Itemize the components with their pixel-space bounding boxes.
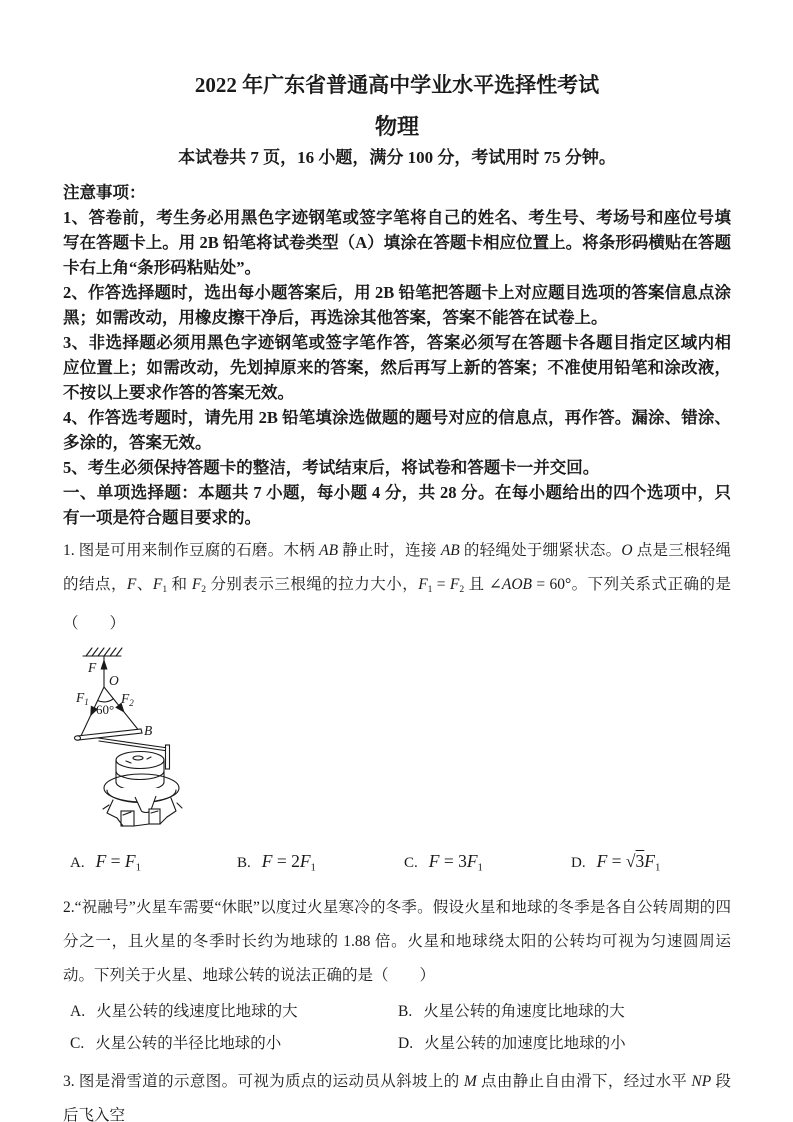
option-formula: F = F1 bbox=[95, 850, 142, 874]
option-letter: D. bbox=[571, 854, 586, 871]
option-letter: D. bbox=[398, 1035, 414, 1053]
handle-rod-top bbox=[98, 738, 168, 748]
option-text: 火星公转的加速度比地球的小 bbox=[424, 1035, 626, 1053]
notice-heading: 注意事项： bbox=[63, 183, 146, 202]
question-2 bbox=[63, 891, 731, 1057]
option-text: 火星公转的线速度比地球的大 bbox=[96, 1003, 298, 1021]
label-f: F bbox=[88, 659, 97, 675]
q2-text: 2.“祝融号”火星车需要“休眠”以度过火星寒冷的冬季。假设火星和地球的冬季是各自公转周期的四分之一，且火星的冬季时长约为地球的 1.88 倍。火星和地球绕太阳的公转均可视为匀速圆周运动。下列关于火星、地球公转的说法正确的是（ ） bbox=[63, 899, 731, 985]
option-formula: F = 2F1 bbox=[261, 850, 316, 874]
section-1-heading: 一、单项选择题：本题共 7 小题，每小题 4 分，共 28 分。在每小题给出的四个选项中，只有一项是符合题目要求的。 bbox=[63, 483, 731, 527]
basin-back-rim bbox=[104, 774, 179, 788]
notice-section bbox=[63, 180, 731, 480]
q1-option-c bbox=[404, 847, 571, 881]
label-o: O bbox=[109, 672, 119, 688]
label-f1: $F_1$ bbox=[76, 689, 89, 707]
label-angle: 60° bbox=[96, 701, 115, 717]
exam-info-line: 本试卷共 7 页，16 小题，满分 100 分，考试用时 75 分钟。 bbox=[178, 148, 616, 167]
option-letter: A. bbox=[70, 1003, 86, 1021]
q1-option-a bbox=[70, 847, 237, 881]
q1-option-b bbox=[237, 847, 404, 881]
q2-options bbox=[63, 998, 731, 1057]
q3-text: 3. 图是滑雪道的示意图。可视为质点的运动员从斜坡上的 M 点由静止自由滑下，经过水平 NP 段后飞入空 bbox=[63, 1073, 731, 1122]
label-f2: $F_2$ bbox=[121, 690, 134, 708]
notice-item-3: 3、非选择题必须用黑色字迹钢笔或签字笔作答，答案必须写在答题卡各题目指定区域内相应位置上；如需改动，先划掉原来的答案，然后再写上新的答案；不准使用铅笔和涂改液，不按以上要求作答的答案无效。 bbox=[63, 333, 731, 402]
ceiling-hatch bbox=[86, 648, 122, 656]
q1-option-d bbox=[571, 847, 731, 881]
notice-item-1: 1、答卷前，考生务必用黑色字迹钢笔或签字笔将自己的姓名、考生号、考场号和座位号填写在答题卡上。用 2B 铅笔将试卷类型（A）填涂在答题卡相应位置上。将条形码横贴在答题卡右上角“条形码粘贴处”。 bbox=[63, 208, 731, 277]
option-text: 火星公转的半径比地球的小 bbox=[95, 1035, 282, 1053]
option-text: 火星公转的角速度比地球的大 bbox=[423, 1003, 625, 1021]
option-letter: B. bbox=[398, 1003, 413, 1021]
option-letter: A. bbox=[70, 854, 85, 871]
question-3 bbox=[63, 1065, 731, 1122]
question-1 bbox=[63, 534, 731, 881]
notice-item-2: 2、作答选择题时，选出每小题答案后，用 2B 铅笔把答题卡上对应题目选项的答案信息点涂黑；如需改动，用橡皮擦干净后，再选涂其他答案，答案不能答在试卷上。 bbox=[63, 283, 731, 327]
q1-options bbox=[63, 847, 731, 881]
option-letter: C. bbox=[404, 854, 418, 871]
notice-item-5: 5、考生必须保持答题卡的整洁，考试结束后，将试卷和答题卡一并交回。 bbox=[63, 458, 600, 477]
mill-peg bbox=[166, 745, 170, 769]
option-formula: F = √3F1 bbox=[596, 850, 661, 874]
handle-end-cap bbox=[75, 736, 81, 740]
option-formula: F = 3F1 bbox=[428, 850, 483, 874]
q1-text: 1. 图是可用来制作豆腐的石磨。木柄 AB 静止时，连接 AB 的轻绳处于绷紧状态。O 点是三根轻绳的结点，F、F1 和 F2 分别表示三根绳的拉力大小，F1 = F2 且 ∠AOB = 60°。下列关系式正确的是（ ） bbox=[63, 542, 731, 632]
option-letter: C. bbox=[70, 1035, 85, 1053]
option-letter: B. bbox=[237, 854, 251, 871]
q1-figure bbox=[65, 645, 265, 838]
handle-bar bbox=[77, 729, 142, 740]
exam-title: 2022 年广东省普通高中学业水平选择性考试 bbox=[194, 73, 600, 97]
q2-option-b bbox=[398, 998, 731, 1025]
stone-mill-diagram bbox=[65, 645, 265, 838]
label-b: B bbox=[144, 722, 153, 738]
q2-option-a bbox=[70, 998, 398, 1025]
subject-title: 物理 bbox=[374, 114, 419, 139]
q2-option-d bbox=[398, 1030, 731, 1057]
notice-item-4: 4、作答选考题时，请先用 2B 铅笔填涂选做题的题号对应的信息点，再作答。漏涂、错涂、多涂的，答案无效。 bbox=[63, 408, 731, 452]
force-f-arrow bbox=[101, 659, 108, 670]
q2-option-c bbox=[70, 1030, 398, 1057]
